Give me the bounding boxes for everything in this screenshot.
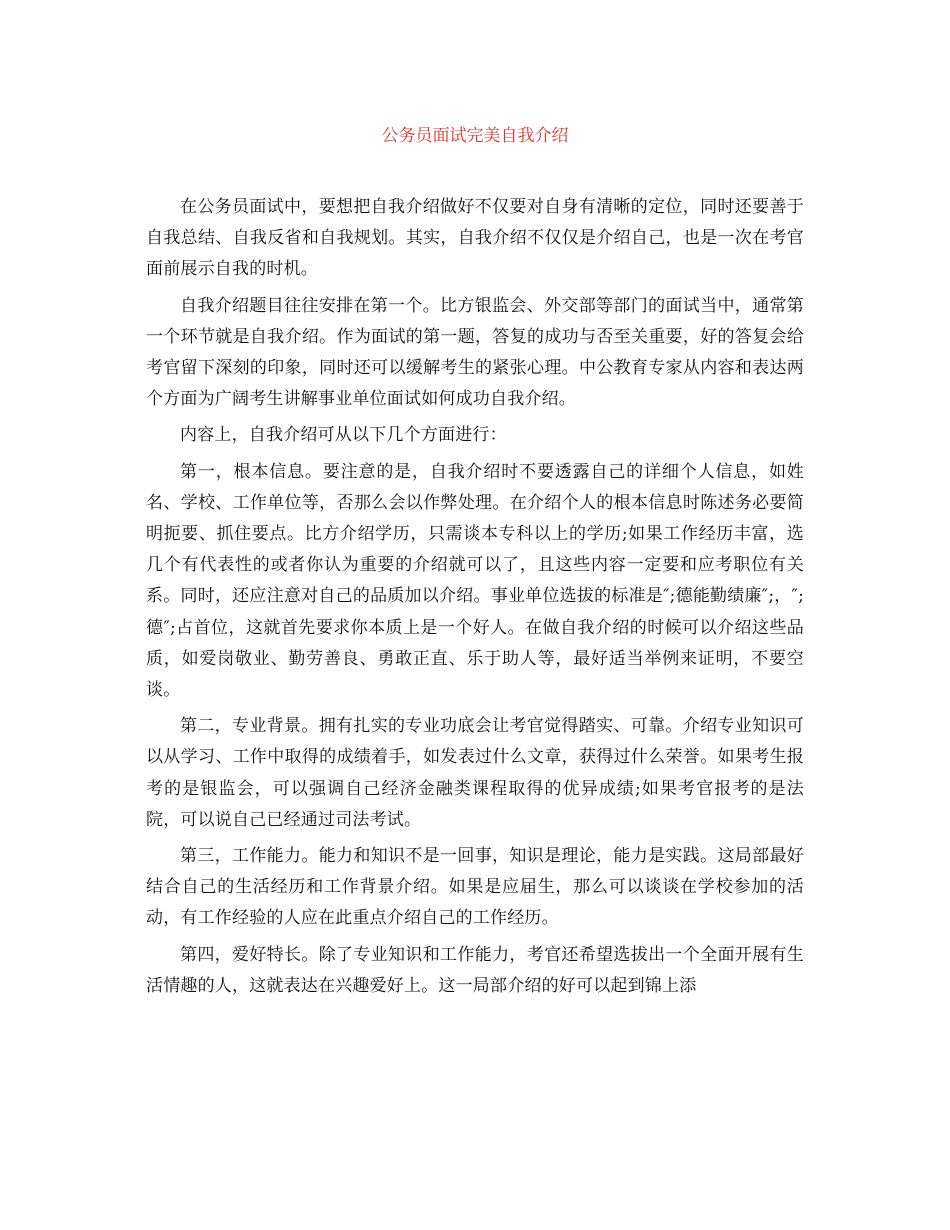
paragraph-basic-info: 第一，根本信息。要注意的是，自我介绍时不要透露自己的详细个人信息，如姓名、学校、工作单位等，否那么会以作弊处理。在介绍个人的根本信息时陈述务必要简明扼要、抓住要点。比方介绍学历，只需谈本专科以上的学历;如果工作经历丰富，选几个有代表性的或者你认为重要的介绍就可以了，且这些内容一定要和应考职位有关系。同时，还应注意对自己的品质加以介绍。事业单位选拔的标准是″;德能勤绩廉″;，″;德″;占首位，这就首先要求你本质上是一个好人。在做自我介绍的时候可以介绍这些品质，如爱岗敬业、勤劳善良、勇敢正直、乐于助人等，最好适当举例来证明，不要空谈。 [146,461,804,701]
document-title: 公务员面试完美自我介绍 [381,126,569,146]
paragraph-professional-background: 第二，专业背景。拥有扎实的专业功底会让考官觉得踏实、可靠。介绍专业知识可以从学习、工作中取得的成绩着手，如发表过什么文章，获得过什么荣誉。如果考生报考的是银监会，可以强调自己经济金融类课程取得的优异成绩;如果考官报考的是法院，可以说自己已经通过司法考试。 [146,716,804,830]
paragraph-intro: 在公务员面试中，要想把自我介绍做好不仅要对自身有清晰的定位，同时还要善于自我总结、自我反省和自我规划。其实，自我介绍不仅仅是介绍自己，也是一次在考官面前展示自我的时机。 [146,197,804,280]
paragraph-content-aspects: 内容上，自我介绍可从以下几个方面进行： [180,425,507,446]
paragraph-question-order: 自我介绍题目往往安排在第一个。比方银监会、外交部等部门的面试当中，通常第一个环节就是自我介绍。作为面试的第一题，答复的成功与否至关重要，好的答复会给考官留下深刻的印象，同时还可以缓解考生的紧张心理。中公教育专家从内容和表达两个方面为广阔考生讲解事业单位面试如何成功自我介绍。 [146,295,804,410]
paragraph-hobbies: 第四，爱好特长。除了专业知识和工作能力，考官还希望选拔出一个全面开展有生活情趣的人，这就表达在兴趣爱好上。这一局部介绍的好可以起到锦上添 [146,944,804,996]
document-body [146,192,804,1007]
paragraph-work-ability: 第三，工作能力。能力和知识不是一回事，知识是理论，能力是实践。这局部最好结合自己的生活经历和工作背景介绍。如果是应届生，那么可以谈谈在学校参加的活动，有工作经验的人应在此重点介绍自己的工作经历。 [146,846,804,929]
